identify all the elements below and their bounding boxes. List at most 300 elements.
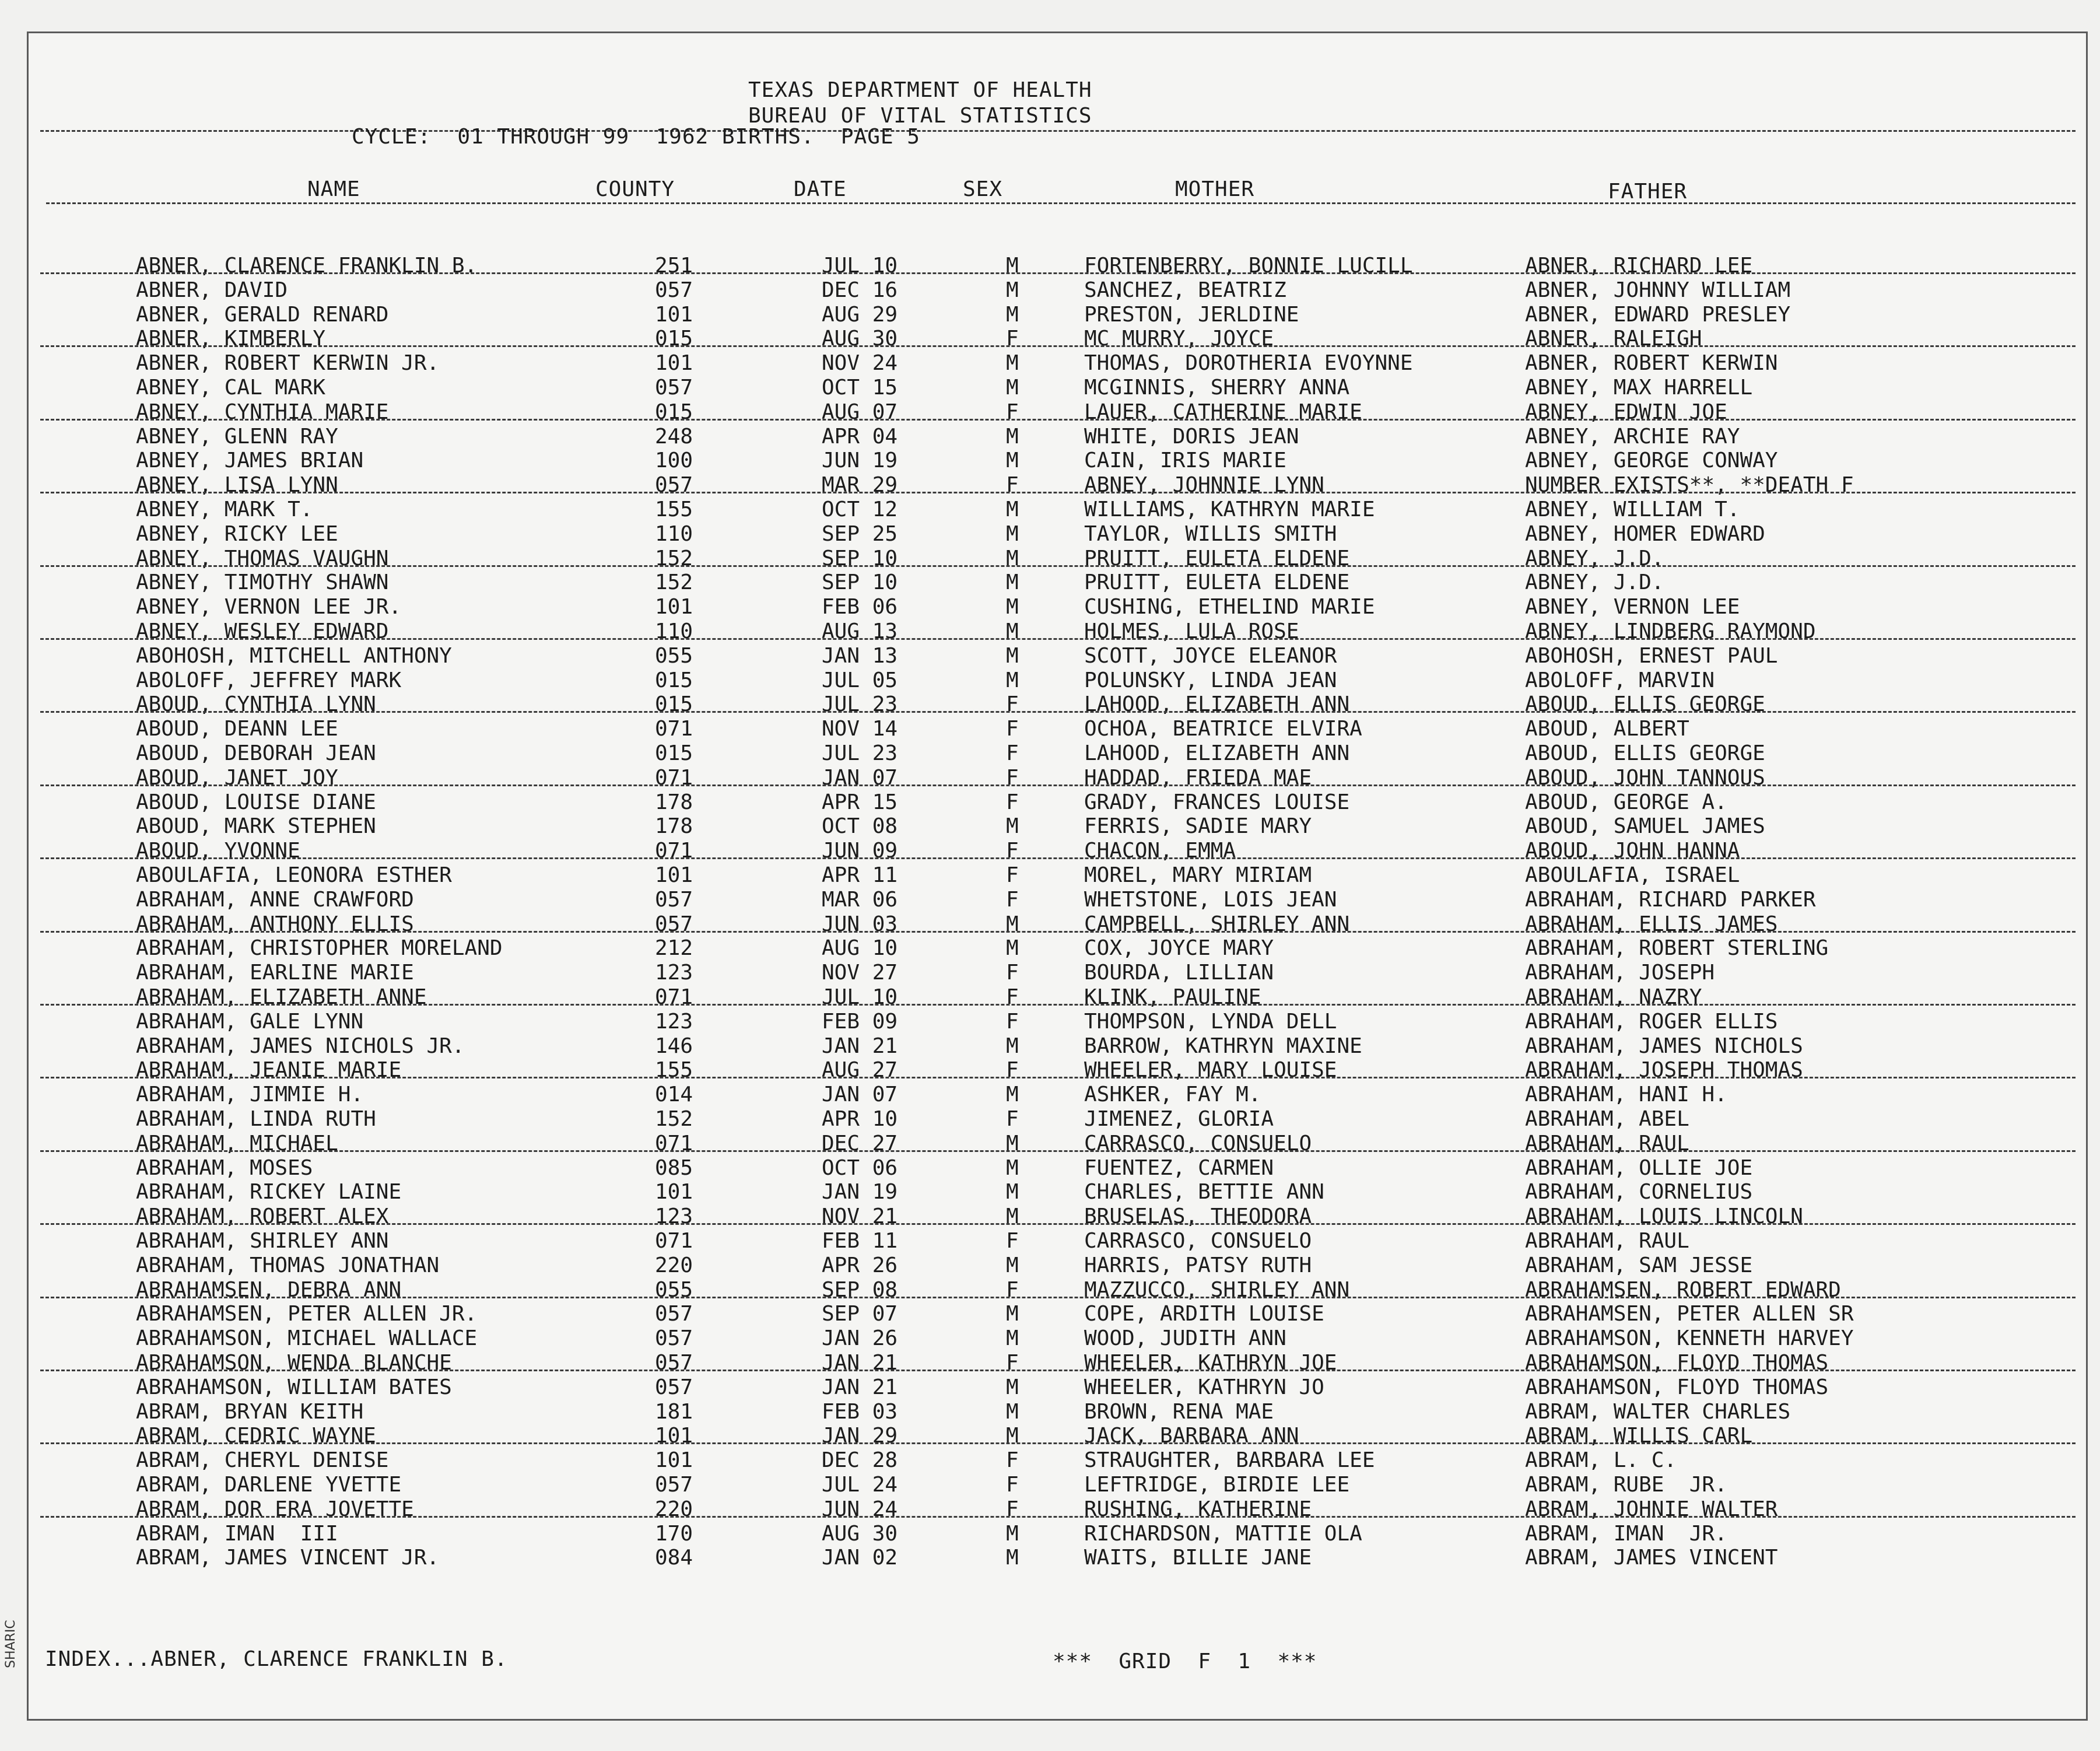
- cell-mother: LAHOOD, ELIZABETH ANN: [1084, 741, 1350, 765]
- cell-date: JAN 21: [822, 1034, 898, 1058]
- cell-father: ABRAHAM, CORNELIUS: [1525, 1180, 1753, 1204]
- table-row: [29, 498, 2086, 522]
- table-row: [29, 1302, 2086, 1326]
- col-father: FATHER: [1608, 180, 1688, 204]
- cell-name: ABRAHAM, LINDA RUTH: [136, 1107, 376, 1131]
- cell-name: ABNER, CLARENCE FRANKLIN B.: [136, 254, 478, 278]
- cell-date: SEP 08: [822, 1278, 898, 1302]
- cell-name: ABRAHAM, SHIRLEY ANN: [136, 1229, 389, 1253]
- cell-mother: PRUITT, EULETA ELDENE: [1084, 570, 1350, 594]
- row-group-divider: [40, 1370, 2076, 1371]
- cell-name: ABNEY, CAL MARK: [136, 376, 326, 400]
- cell-mother: LAHOOD, ELIZABETH ANN: [1084, 692, 1350, 716]
- cell-county: 055: [655, 1278, 693, 1302]
- column-header-divider: [46, 202, 2076, 204]
- cell-county: 155: [655, 498, 693, 521]
- cell-mother: HOLMES, LULA ROSE: [1084, 619, 1299, 643]
- row-group-divider: [40, 1442, 2076, 1444]
- table-row: [29, 547, 2086, 571]
- cell-name: ABNEY, TIMOTHY SHAWN: [136, 570, 389, 594]
- cell-name: ABOUD, LOUISE DIANE: [136, 790, 376, 814]
- cell-name: ABNEY, MARK T.: [136, 498, 313, 521]
- cell-name: ABOUD, YVONNE: [136, 839, 300, 863]
- cell-name: ABRAM, CEDRIC WAYNE: [136, 1424, 376, 1448]
- row-group-divider: [40, 419, 2076, 421]
- table-row: [29, 814, 2086, 839]
- cell-name: ABOULAFIA, LEONORA ESTHER: [136, 863, 452, 887]
- cell-date: APR 26: [822, 1253, 898, 1277]
- cell-father: ABNEY, MAX HARRELL: [1525, 376, 1753, 400]
- table-row: [29, 400, 2086, 425]
- cell-name: ABRAM, DOR ERA JOVETTE: [136, 1497, 414, 1521]
- table-row: [29, 985, 2086, 1010]
- cell-father: ABNER, RICHARD LEE: [1525, 254, 1753, 278]
- cell-father: ABOUD, JOHN HANNA: [1525, 839, 1740, 863]
- cell-county: 123: [655, 1204, 693, 1228]
- cell-mother: HARRIS, PATSY RUTH: [1084, 1253, 1312, 1277]
- cell-mother: STRAUGHTER, BARBARA LEE: [1084, 1448, 1375, 1472]
- cell-father: ABNEY, J.D.: [1525, 547, 1664, 570]
- cell-name: ABRAHAM, THOMAS JONATHAN: [136, 1253, 440, 1277]
- cell-date: APR 04: [822, 425, 898, 449]
- cell-date: JAN 13: [822, 644, 898, 668]
- cell-name: ABOUD, DEANN LEE: [136, 717, 338, 741]
- cell-father: ABRAHAMSON, KENNETH HARVEY: [1525, 1326, 1854, 1350]
- table-row: [29, 1473, 2086, 1497]
- cell-father: ABRAM, RUBE JR.: [1525, 1473, 1727, 1497]
- cell-date: JAN 29: [822, 1424, 898, 1448]
- cell-sex: F: [1006, 400, 1019, 424]
- cell-county: 071: [655, 839, 693, 863]
- cell-name: ABRAHAMSEN, DEBRA ANN: [136, 1278, 402, 1302]
- table-row: [29, 1351, 2086, 1375]
- cell-mother: FUENTEZ, CARMEN: [1084, 1156, 1274, 1180]
- cell-mother: CHACON, EMMA: [1084, 839, 1236, 863]
- cell-county: 071: [655, 1229, 693, 1253]
- cell-sex: M: [1006, 449, 1019, 472]
- table-row: [29, 1400, 2086, 1424]
- cell-father: ABRAHAMSEN, PETER ALLEN SR: [1525, 1302, 1854, 1326]
- cell-sex: M: [1006, 912, 1019, 936]
- cell-mother: PRUITT, EULETA ELDENE: [1084, 547, 1350, 570]
- cell-date: OCT 12: [822, 498, 898, 521]
- cell-mother: CARRASCO, CONSUELO: [1084, 1132, 1312, 1155]
- table-row: [29, 790, 2086, 815]
- cell-mother: COPE, ARDITH LOUISE: [1084, 1302, 1324, 1326]
- table-row: [29, 1546, 2086, 1570]
- cell-county: 100: [655, 449, 693, 472]
- cell-date: JUN 19: [822, 449, 898, 472]
- cell-sex: F: [1006, 1229, 1019, 1253]
- cell-name: ABRAHAMSON, WILLIAM BATES: [136, 1375, 452, 1399]
- table-row: [29, 692, 2086, 717]
- cell-date: JUN 03: [822, 912, 898, 936]
- cell-county: 123: [655, 961, 693, 985]
- cell-father: ABOUD, SAMUEL JAMES: [1525, 814, 1765, 838]
- cell-father: ABOHOSH, ERNEST PAUL: [1525, 644, 1778, 668]
- cell-mother: PRESTON, JERLDINE: [1084, 303, 1299, 327]
- cell-name: ABRAHAM, JAMES NICHOLS JR.: [136, 1034, 465, 1058]
- cell-name: ABNER, DAVID: [136, 278, 288, 302]
- cell-sex: M: [1006, 254, 1019, 278]
- cell-sex: F: [1006, 961, 1019, 985]
- cell-name: ABNEY, WESLEY EDWARD: [136, 619, 389, 643]
- cell-sex: F: [1006, 1107, 1019, 1131]
- cell-name: ABNER, ROBERT KERWIN JR.: [136, 351, 440, 375]
- cell-mother: OCHOA, BEATRICE ELVIRA: [1084, 717, 1362, 741]
- cell-sex: F: [1006, 1278, 1019, 1302]
- cell-name: ABOLOFF, JEFFREY MARK: [136, 668, 402, 692]
- table-row: [29, 1034, 2086, 1059]
- col-mother: MOTHER: [1175, 177, 1255, 201]
- cell-name: ABNEY, RICKY LEE: [136, 522, 338, 546]
- cell-father: ABRAHAMSON, FLOYD THOMAS: [1525, 1375, 1829, 1399]
- cell-mother: CAIN, IRIS MARIE: [1084, 449, 1286, 472]
- cell-sex: M: [1006, 1424, 1019, 1448]
- cell-sex: F: [1006, 1010, 1019, 1034]
- table-row: [29, 1083, 2086, 1107]
- cell-mother: COX, JOYCE MARY: [1084, 936, 1274, 960]
- table-row: [29, 522, 2086, 547]
- cell-date: JUN 09: [822, 839, 898, 863]
- cell-name: ABNEY, THOMAS VAUGHN: [136, 547, 389, 570]
- cell-father: ABNEY, VERNON LEE: [1525, 595, 1740, 619]
- cell-date: JUL 05: [822, 668, 898, 692]
- cell-name: ABRAHAM, ELIZABETH ANNE: [136, 985, 427, 1009]
- cell-date: JAN 21: [822, 1375, 898, 1399]
- row-group-divider: [40, 1150, 2076, 1152]
- cell-county: 220: [655, 1497, 693, 1521]
- table-row: [29, 570, 2086, 595]
- cell-name: ABNEY, GLENN RAY: [136, 425, 338, 449]
- cell-name: ABRAHAM, RICKEY LAINE: [136, 1180, 402, 1204]
- cell-date: JUL 10: [822, 254, 898, 278]
- cell-sex: M: [1006, 1522, 1019, 1546]
- cell-county: 055: [655, 644, 693, 668]
- row-group-divider: [40, 785, 2076, 786]
- cell-father: ABRAM, WILLIS CARL: [1525, 1424, 1753, 1448]
- cell-father: ABRAM, IMAN JR.: [1525, 1522, 1727, 1546]
- cell-sex: M: [1006, 936, 1019, 960]
- cell-date: DEC 16: [822, 278, 898, 302]
- cell-mother: BARROW, KATHRYN MAXINE: [1084, 1034, 1362, 1058]
- printout-page: [27, 31, 2088, 1721]
- table-row: [29, 1253, 2086, 1278]
- table-row: [29, 863, 2086, 888]
- cell-mother: SCOTT, JOYCE ELEANOR: [1084, 644, 1337, 668]
- cell-father: ABRAHAM, JOSEPH THOMAS: [1525, 1058, 1803, 1082]
- cell-name: ABRAHAM, ROBERT ALEX: [136, 1204, 389, 1228]
- cell-name: ABRAM, JAMES VINCENT JR.: [136, 1546, 440, 1570]
- cell-father: ABOUD, ELLIS GEORGE: [1525, 692, 1765, 716]
- cell-father: ABRAHAM, SAM JESSE: [1525, 1253, 1753, 1277]
- cell-sex: F: [1006, 839, 1019, 863]
- cell-mother: JACK, BARBARA ANN: [1084, 1424, 1299, 1448]
- cell-mother: JIMENEZ, GLORIA: [1084, 1107, 1274, 1131]
- row-group-divider: [40, 272, 2076, 274]
- cell-date: AUG 27: [822, 1058, 898, 1082]
- cell-sex: M: [1006, 1034, 1019, 1058]
- cell-date: OCT 08: [822, 814, 898, 838]
- cell-mother: KLINK, PAULINE: [1084, 985, 1261, 1009]
- cell-county: 101: [655, 303, 693, 327]
- cell-name: ABRAHAMSEN, PETER ALLEN JR.: [136, 1302, 478, 1326]
- cell-county: 015: [655, 668, 693, 692]
- cell-name: ABRAM, IMAN III: [136, 1522, 338, 1546]
- cell-date: NOV 27: [822, 961, 898, 985]
- cell-mother: CHARLES, BETTIE ANN: [1084, 1180, 1324, 1204]
- cell-name: ABRAHAMSON, MICHAEL WALLACE: [136, 1326, 478, 1350]
- table-row: [29, 644, 2086, 668]
- cell-county: 057: [655, 1375, 693, 1399]
- cell-county: 057: [655, 1473, 693, 1497]
- cell-father: ABRAM, WALTER CHARLES: [1525, 1400, 1791, 1424]
- table-row: [29, 717, 2086, 741]
- cell-name: ABOUD, JANET JOY: [136, 766, 338, 790]
- cell-sex: M: [1006, 1253, 1019, 1277]
- cell-county: 014: [655, 1083, 693, 1106]
- cell-sex: M: [1006, 547, 1019, 570]
- cell-date: DEC 28: [822, 1448, 898, 1472]
- side-label: SHARIC: [3, 1620, 18, 1668]
- bureau-title: BUREAU OF VITAL STATISTICS: [748, 104, 1092, 128]
- cell-mother: BROWN, RENA MAE: [1084, 1400, 1274, 1424]
- cell-name: ABNEY, LISA LYNN: [136, 473, 338, 497]
- table-row: [29, 1204, 2086, 1229]
- cell-mother: FERRIS, SADIE MARY: [1084, 814, 1312, 838]
- cell-mother: GRADY, FRANCES LOUISE: [1084, 790, 1350, 814]
- cell-date: FEB 11: [822, 1229, 898, 1253]
- cell-county: 057: [655, 1302, 693, 1326]
- cell-county: 251: [655, 254, 693, 278]
- cell-sex: F: [1006, 1351, 1019, 1375]
- cell-father: ABNEY, EDWIN JOE: [1525, 400, 1727, 424]
- cell-name: ABRAHAM, JIMMIE H.: [136, 1083, 364, 1106]
- table-row: [29, 425, 2086, 449]
- cell-date: JUL 10: [822, 985, 898, 1009]
- cell-name: ABNEY, VERNON LEE JR.: [136, 595, 402, 619]
- cell-date: NOV 14: [822, 717, 898, 741]
- cell-sex: F: [1006, 790, 1019, 814]
- cell-county: 101: [655, 1424, 693, 1448]
- col-sex: SEX: [963, 177, 1003, 201]
- cell-mother: THOMPSON, LYNDA DELL: [1084, 1010, 1337, 1034]
- cell-sex: M: [1006, 1375, 1019, 1399]
- cell-name: ABNER, GERALD RENARD: [136, 303, 389, 327]
- cell-name: ABRAHAM, GALE LYNN: [136, 1010, 364, 1034]
- cell-mother: THOMAS, DOROTHERIA EVOYNNE: [1084, 351, 1413, 375]
- cell-county: 084: [655, 1546, 693, 1570]
- cell-county: 220: [655, 1253, 693, 1277]
- cell-county: 085: [655, 1156, 693, 1180]
- cell-sex: M: [1006, 1400, 1019, 1424]
- cell-date: APR 10: [822, 1107, 898, 1131]
- cell-father: ABNER, RALEIGH: [1525, 327, 1702, 351]
- row-group-divider: [40, 931, 2076, 933]
- row-group-divider: [40, 638, 2076, 640]
- cell-father: ABRAHAM, RICHARD PARKER: [1525, 888, 1816, 912]
- cell-name: ABRAHAM, ANNE CRAWFORD: [136, 888, 414, 912]
- cell-county: 071: [655, 985, 693, 1009]
- cell-mother: CAMPBELL, SHIRLEY ANN: [1084, 912, 1350, 936]
- cell-date: APR 11: [822, 863, 898, 887]
- table-row: [29, 1132, 2086, 1156]
- cell-name: ABNEY, CYNTHIA MARIE: [136, 400, 389, 424]
- cell-name: ABRAM, BRYAN KEITH: [136, 1400, 364, 1424]
- cell-father: ABNEY, HOMER EDWARD: [1525, 522, 1765, 546]
- cell-sex: M: [1006, 498, 1019, 521]
- cell-date: JUL 23: [822, 692, 898, 716]
- cell-date: MAR 29: [822, 473, 898, 497]
- table-row: [29, 351, 2086, 376]
- cell-mother: TAYLOR, WILLIS SMITH: [1084, 522, 1337, 546]
- cell-date: AUG 13: [822, 619, 898, 643]
- table-row: [29, 376, 2086, 400]
- cell-name: ABRAHAMSON, WENDA BLANCHE: [136, 1351, 452, 1375]
- cell-county: 178: [655, 790, 693, 814]
- header-divider: [40, 130, 2076, 132]
- cell-county: 015: [655, 692, 693, 716]
- cell-mother: BRUSELAS, THEODORA: [1084, 1204, 1312, 1228]
- cell-county: 101: [655, 863, 693, 887]
- cell-mother: LAUER, CATHERINE MARIE: [1084, 400, 1362, 424]
- cell-father: ABRAHAMSON, FLOYD THOMAS: [1525, 1351, 1829, 1375]
- cell-father: ABNEY, WILLIAM T.: [1525, 498, 1740, 521]
- cell-date: AUG 07: [822, 400, 898, 424]
- cell-sex: M: [1006, 278, 1019, 302]
- row-group-divider: [40, 1223, 2076, 1225]
- cell-sex: F: [1006, 327, 1019, 351]
- row-group-divider: [40, 1077, 2076, 1078]
- cell-mother: MOREL, MARY MIRIAM: [1084, 863, 1312, 887]
- table-row: [29, 1375, 2086, 1400]
- cell-mother: HADDAD, FRIEDA MAE: [1084, 766, 1312, 790]
- row-group-divider: [40, 345, 2076, 347]
- cell-county: 071: [655, 717, 693, 741]
- cell-mother: MCGINNIS, SHERRY ANNA: [1084, 376, 1350, 400]
- cell-father: ABRAM, JOHNIE WALTER: [1525, 1497, 1778, 1521]
- cell-county: 015: [655, 741, 693, 765]
- row-group-divider: [40, 1297, 2076, 1298]
- cell-mother: WHITE, DORIS JEAN: [1084, 425, 1299, 449]
- cell-name: ABRAHAM, JEANIE MARIE: [136, 1058, 402, 1082]
- table-row: [29, 1522, 2086, 1546]
- cell-date: DEC 27: [822, 1132, 898, 1155]
- cell-county: 057: [655, 1326, 693, 1350]
- table-row: [29, 1010, 2086, 1034]
- cell-father: ABNER, JOHNNY WILLIAM: [1525, 278, 1791, 302]
- table-row: [29, 936, 2086, 961]
- cell-father: ABRAHAM, JOSEPH: [1525, 961, 1715, 985]
- cell-father: ABRAHAM, JAMES NICHOLS: [1525, 1034, 1803, 1058]
- cell-sex: M: [1006, 1156, 1019, 1180]
- cell-county: 057: [655, 376, 693, 400]
- cell-father: ABNER, ROBERT KERWIN: [1525, 351, 1778, 375]
- cell-sex: M: [1006, 1132, 1019, 1155]
- cell-mother: MAZZUCCO, SHIRLEY ANN: [1084, 1278, 1350, 1302]
- cell-father: ABRAM, JAMES VINCENT: [1525, 1546, 1778, 1570]
- cell-sex: M: [1006, 522, 1019, 546]
- cell-date: FEB 06: [822, 595, 898, 619]
- table-row: [29, 1107, 2086, 1132]
- cell-father: ABRAHAM, ABEL: [1525, 1107, 1689, 1131]
- cell-county: 101: [655, 351, 693, 375]
- agency-title: TEXAS DEPARTMENT OF HEALTH: [748, 78, 1092, 102]
- cell-sex: M: [1006, 1546, 1019, 1570]
- cell-mother: CARRASCO, CONSUELO: [1084, 1229, 1312, 1253]
- cell-name: ABRAM, CHERYL DENISE: [136, 1448, 389, 1472]
- cell-mother: ASHKER, FAY M.: [1084, 1083, 1261, 1106]
- table-row: [29, 1058, 2086, 1083]
- cell-father: ABNEY, GEORGE CONWAY: [1525, 449, 1778, 472]
- cell-county: 071: [655, 1132, 693, 1155]
- table-row: [29, 888, 2086, 912]
- cell-sex: F: [1006, 1448, 1019, 1472]
- cell-father: ABOUD, GEORGE A.: [1525, 790, 1727, 814]
- table-row: [29, 327, 2086, 351]
- cell-county: 057: [655, 912, 693, 936]
- row-group-divider: [40, 711, 2076, 713]
- row-group-divider: [40, 492, 2076, 493]
- row-group-divider: [40, 1516, 2076, 1518]
- cell-sex: M: [1006, 619, 1019, 643]
- cell-mother: BOURDA, LILLIAN: [1084, 961, 1274, 985]
- cell-father: ABRAHAM, ROGER ELLIS: [1525, 1010, 1778, 1034]
- cell-date: NOV 21: [822, 1204, 898, 1228]
- cell-date: APR 15: [822, 790, 898, 814]
- cell-sex: M: [1006, 595, 1019, 619]
- col-county: COUNTY: [595, 177, 675, 201]
- cell-county: 101: [655, 1448, 693, 1472]
- cell-sex: F: [1006, 1497, 1019, 1521]
- cell-date: SEP 10: [822, 570, 898, 594]
- cell-mother: ABNEY, JOHNNIE LYNN: [1084, 473, 1324, 497]
- cell-sex: M: [1006, 668, 1019, 692]
- table-row: [29, 595, 2086, 619]
- cell-name: ABRAHAM, MOSES: [136, 1156, 313, 1180]
- cell-mother: WHETSTONE, LOIS JEAN: [1084, 888, 1337, 912]
- table-row: [29, 741, 2086, 766]
- cell-sex: F: [1006, 1058, 1019, 1082]
- cell-county: 057: [655, 473, 693, 497]
- table-row: [29, 1448, 2086, 1473]
- index-line: INDEX...ABNER, CLARENCE FRANKLIN B.: [45, 1647, 508, 1671]
- cell-sex: F: [1006, 473, 1019, 497]
- cell-mother: CUSHING, ETHELIND MARIE: [1084, 595, 1375, 619]
- cell-sex: F: [1006, 888, 1019, 912]
- cell-mother: WAITS, BILLIE JANE: [1084, 1546, 1312, 1570]
- cell-date: AUG 30: [822, 327, 898, 351]
- cell-name: ABOUD, MARK STEPHEN: [136, 814, 376, 838]
- cell-sex: M: [1006, 351, 1019, 375]
- cell-county: 057: [655, 1351, 693, 1375]
- cell-county: 248: [655, 425, 693, 449]
- cell-father: ABRAHAM, RAUL: [1525, 1229, 1689, 1253]
- cell-sex: F: [1006, 717, 1019, 741]
- cell-name: ABOUD, CYNTHIA LYNN: [136, 692, 376, 716]
- cycle-line: CYCLE: 01 THROUGH 99 1962 BIRTHS. PAGE 5: [352, 125, 920, 149]
- cell-date: AUG 29: [822, 303, 898, 327]
- cell-mother: WILLIAMS, KATHRYN MARIE: [1084, 498, 1375, 521]
- cell-date: AUG 10: [822, 936, 898, 960]
- cell-county: 057: [655, 278, 693, 302]
- cell-sex: M: [1006, 814, 1019, 838]
- cell-county: 170: [655, 1522, 693, 1546]
- row-group-divider: [40, 565, 2076, 567]
- table-row: [29, 1180, 2086, 1204]
- cell-name: ABRAHAM, EARLINE MARIE: [136, 961, 414, 985]
- cell-father: ABNEY, LINDBERG RAYMOND: [1525, 619, 1816, 643]
